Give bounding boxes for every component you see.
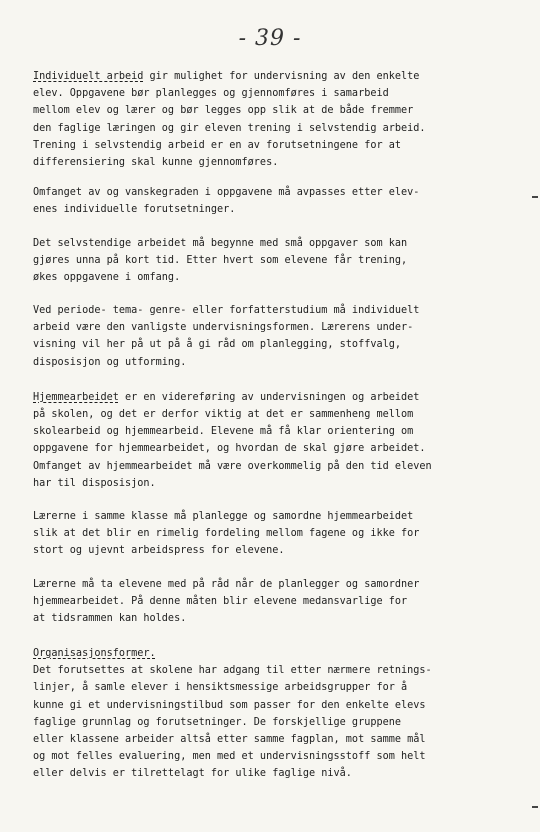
section-heading-hjemmearbeidet: Hjemmearbeidet — [33, 391, 119, 403]
text-line — [33, 645, 507, 662]
text-line: Omfanget av og vanskegraden i oppgavene må avpasses etter elev- — [33, 187, 420, 199]
paragraph-periode-studium — [33, 302, 507, 371]
text-line: eller delvis er tilrettelagt for ulike faglige nivå. — [33, 768, 352, 780]
paragraph-samme-klasse — [33, 508, 507, 560]
text-line: Lærerne må ta elevene med på råd når de planlegger og samordner — [33, 578, 420, 590]
text-line: skolearbeid og hjemmearbeid. Elevene må få klar orientering om — [33, 426, 414, 438]
text-line: at tidsrammen kan holdes. — [33, 612, 187, 624]
text-line: Hjemmearbeidet er en videreføring av undervisningen og arbeidet — [33, 391, 420, 403]
text-line: disposisjon og utforming. — [33, 356, 187, 368]
text-line: elev. Oppgavene bør planlegges og gjennomføres i samarbeid — [33, 88, 389, 100]
text-line: eller klassene arbeider altså etter samme fagplan, mot samme mål — [33, 734, 426, 745]
text-line: Ved periode- tema- genre- eller forfatterstudium må individuelt — [33, 305, 420, 317]
text-line: Det forutsettes at skolene har adgang til etter nærmere retnings- — [33, 665, 432, 677]
paragraph-selvstendige-arbeidet — [33, 235, 507, 287]
text-line: har til disposisjon. — [33, 477, 156, 489]
text-line: Trening i selvstendig arbeid er en av forutsetningene for at — [33, 139, 402, 151]
text-line: Det selvstendige arbeidet må begynne med små oppgaver som kan — [33, 237, 408, 249]
text-line: differensiering skal kunne gjennomføres. — [33, 156, 279, 168]
text-line: og mot felles evaluering, men med et undervisningsstoff som helt — [33, 751, 426, 763]
text-line: oppgavene for hjemmearbeidet, og hvordan de skal gjøre arbeidet. — [33, 443, 426, 455]
text-line: faglige grunnlag og forutsetninger. De forskjellige gruppene — [33, 716, 402, 728]
paragraph-hjemmearbeidet — [33, 389, 507, 492]
scan-mark — [532, 806, 538, 808]
text-line: økes oppgavene i omfang. — [33, 271, 181, 283]
paragraph-individuelt-arbeid — [33, 68, 507, 171]
text-line: mellom elev og lærer og bør legges opp slik at de både fremmer — [33, 105, 414, 117]
text-line: visning vil her på ut på å gi råd om planlegging, stoffvalg, — [33, 339, 402, 351]
text-line: Omfanget av hjemmearbeidet må være overkommelig på den tid eleven — [33, 460, 432, 472]
text-line: den faglige læringen og gir eleven trening i selvstendig arbeid. — [33, 122, 426, 134]
text-line: Individuelt arbeid gir mulighet for undervisning av den enkelte — [33, 71, 420, 82]
text-line: gjøres unna på kort tid. Etter hvert som elevene får trening, — [33, 254, 408, 266]
paragraph-omfanget — [33, 184, 507, 218]
text-line: stort og ujevnt arbeidspress for elevene. — [33, 545, 285, 557]
text-line: linjer, å samle elever i hensiktsmessige arbeidsgrupper for å — [33, 682, 408, 694]
document-body — [33, 68, 507, 783]
text-line: Lærerne i samme klasse må planlegge og samordne hjemmearbeidet — [33, 510, 414, 522]
text-line: kunne gi et undervisningstilbud som passer for den enkelte elevs — [33, 699, 426, 711]
text-line: arbeid være den vanligste undervisningsformen. Lærerens under- — [33, 322, 414, 334]
section-heading-individuelt-arbeid: Individuelt arbeid — [33, 71, 144, 82]
paragraph-ta-elevene-med — [33, 576, 507, 628]
text-line: enes individuelle forutsetninger. — [33, 204, 236, 216]
text-line: på skolen, og det er derfor viktig at det er sammenheng mellom — [33, 409, 414, 420]
section-heading-organisasjonsformer: Organisasjonsformer. — [33, 648, 156, 660]
text-line: hjemmearbeidet. På denne måten blir elevene medansvarlige for — [33, 595, 408, 607]
page-number: - 39 - — [238, 26, 302, 51]
text-line: slik at det blir en rimelig fordeling mellom fagene og ikke for — [33, 528, 420, 540]
paragraph-organisasjonsformer — [33, 645, 507, 783]
scan-mark — [532, 196, 538, 198]
